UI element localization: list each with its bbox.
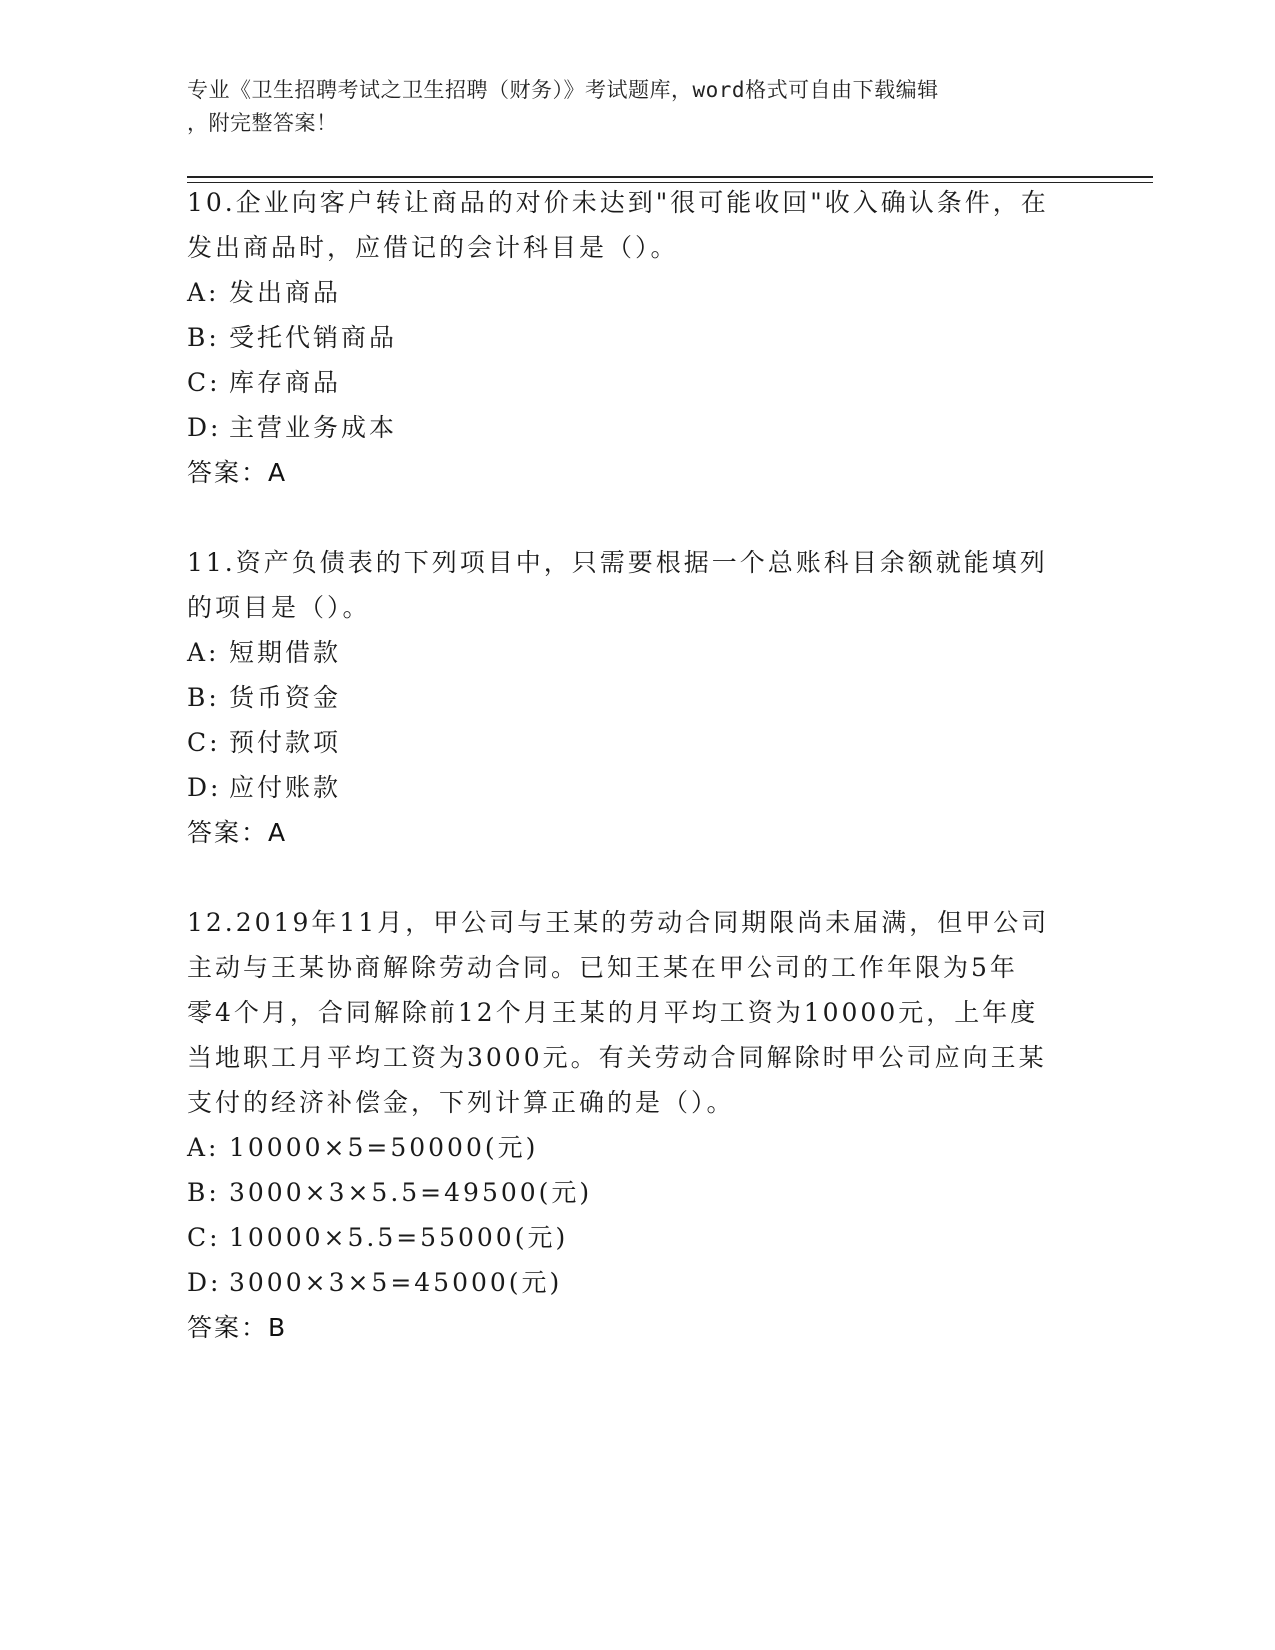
- option-letter: D:: [187, 773, 222, 802]
- option-text: 货币资金: [229, 683, 342, 712]
- question-text-line: 发出商品时，应借记的会计科目是（）。: [187, 233, 679, 262]
- option-letter: D:: [187, 413, 222, 442]
- answer-line: 答案：B: [187, 1313, 288, 1342]
- option-letter: B:: [187, 1178, 220, 1207]
- document-header: [187, 74, 1067, 140]
- question-text-line: 企业向客户转让商品的对价未达到"很可能收回"收入确认条件，在: [235, 188, 1049, 217]
- question-12: [187, 900, 1067, 1350]
- option-d: [187, 1260, 1067, 1305]
- answer-line: 答案：A: [187, 458, 288, 487]
- option-text: 发出商品: [229, 278, 342, 307]
- option-b: [187, 315, 1067, 360]
- option-letter: A:: [187, 1133, 220, 1162]
- option-letter: C:: [187, 728, 221, 757]
- question-number: 10.: [187, 188, 236, 217]
- question-text-line: 资产负债表的下列项目中，只需要根据一个总账科目余额就能填列: [235, 548, 1048, 577]
- option-c: [187, 720, 1067, 765]
- question-text: [187, 180, 1067, 225]
- option-c: [187, 360, 1067, 405]
- question-10: [187, 180, 1067, 495]
- question-text-line: 零4个月，合同解除前12个月王某的月平均工资为10000元，上年度: [187, 998, 1039, 1027]
- option-letter: C:: [187, 368, 221, 397]
- option-a: [187, 1125, 1067, 1170]
- question-text: [187, 540, 1067, 585]
- header-line-1: 专业《卫生招聘考试之卫生招聘（财务）》考试题库，word格式可自由下载编辑: [187, 78, 939, 102]
- header-divider-thick: [187, 176, 1153, 178]
- option-letter: B:: [187, 683, 220, 712]
- question-text-line: 2019年11月，甲公司与王某的劳动合同期限尚未届满，但甲公司: [235, 908, 1050, 937]
- question-text-line: 支付的经济补偿金，下列计算正确的是（）。: [187, 1088, 735, 1117]
- option-letter: A:: [187, 638, 220, 667]
- option-d: [187, 765, 1067, 810]
- question-number: 12.: [187, 908, 236, 937]
- question-text: [187, 900, 1067, 945]
- option-text: 预付款项: [229, 728, 342, 757]
- option-text: 3000×3×5.5=49500(元): [229, 1178, 593, 1207]
- option-letter: C:: [187, 1223, 221, 1252]
- option-letter: A:: [187, 278, 220, 307]
- option-letter: B:: [187, 323, 220, 352]
- question-11: [187, 540, 1067, 855]
- option-text: 3000×3×5=45000(元): [229, 1268, 563, 1297]
- question-text-line: 主动与王某协商解除劳动合同。已知王某在甲公司的工作年限为5年: [187, 953, 1018, 982]
- option-d: [187, 405, 1067, 450]
- option-b: [187, 675, 1067, 720]
- option-a: [187, 630, 1067, 675]
- question-number: 11.: [187, 548, 236, 577]
- option-text: 10000×5.5=55000(元): [229, 1223, 569, 1252]
- option-text: 库存商品: [229, 368, 342, 397]
- option-text: 10000×5=50000(元): [229, 1133, 539, 1162]
- header-line-2: ，附完整答案！: [187, 111, 338, 135]
- option-text: 受托代销商品: [229, 323, 398, 352]
- question-text-line: 当地职工月平均工资为3000元。有关劳动合同解除时甲公司应向王某: [187, 1043, 1047, 1072]
- option-c: [187, 1215, 1067, 1260]
- option-a: [187, 270, 1067, 315]
- option-b: [187, 1170, 1067, 1215]
- option-text: 主营业务成本: [229, 413, 398, 442]
- option-text: 应付账款: [229, 773, 342, 802]
- question-text-line: 的项目是（）。: [187, 593, 371, 622]
- option-text: 短期借款: [229, 638, 342, 667]
- answer-line: 答案：A: [187, 818, 288, 847]
- option-letter: D:: [187, 1268, 222, 1297]
